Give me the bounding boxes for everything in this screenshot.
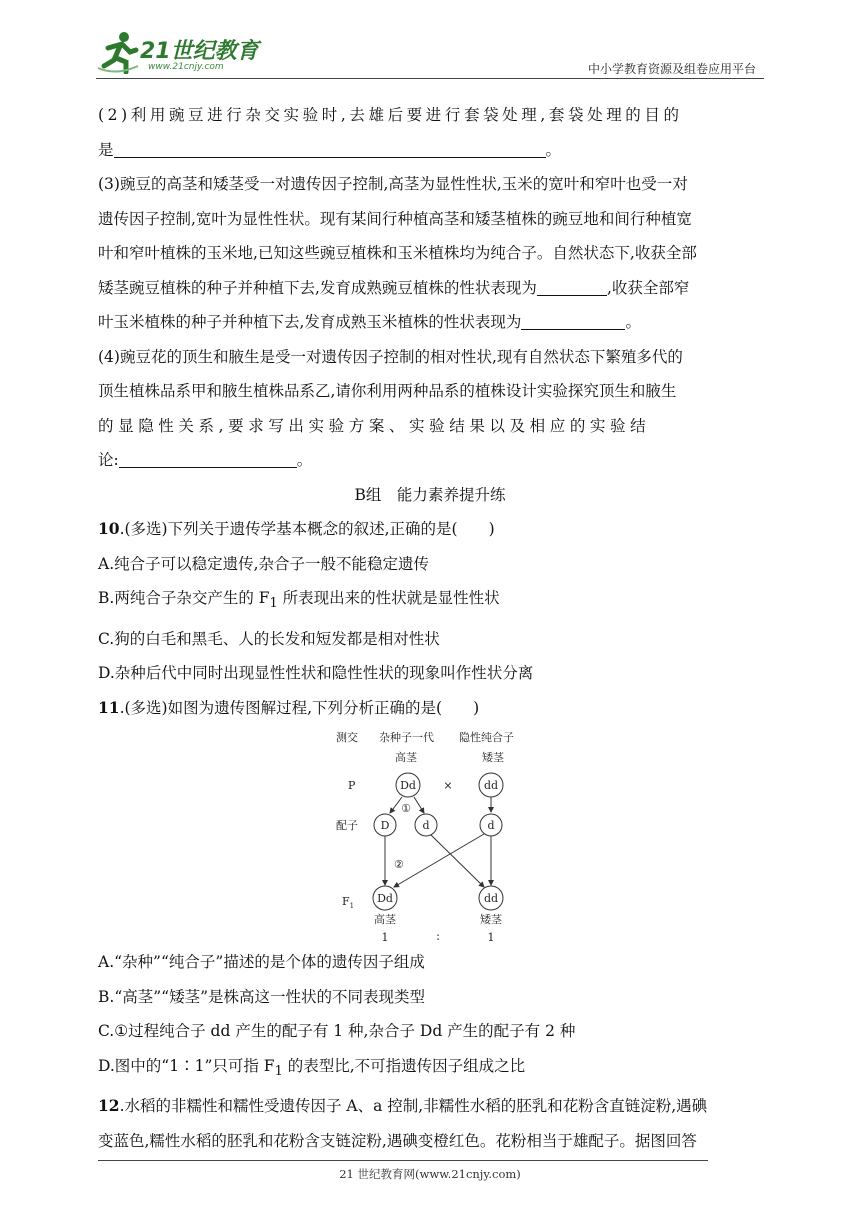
answer-blank bbox=[114, 139, 546, 158]
logo-text: 21世纪教育 bbox=[140, 39, 259, 64]
option-text: D.图中的“1∶1”只可指 F bbox=[98, 1056, 275, 1075]
subscript: 1 bbox=[269, 596, 278, 612]
label-f1: $F_1$ bbox=[342, 895, 355, 911]
question-number: 11 bbox=[98, 697, 120, 717]
label-short: 矮茎 bbox=[482, 751, 504, 765]
main-content bbox=[98, 98, 762, 1158]
q9-part3-text: ,收获全部窄 bbox=[606, 278, 690, 297]
offspring-Dd: Dd bbox=[377, 892, 393, 906]
label-testcross: 测交 bbox=[336, 731, 358, 745]
q10-stem bbox=[98, 512, 762, 547]
q12-line1 bbox=[98, 1089, 762, 1124]
question-stem: .水稻的非糯性和糯性受遗传因子 A、a 控制,非糯性水稻的胚乳和花粉含直链淀粉,遇碘 bbox=[119, 1097, 708, 1116]
answer-blank bbox=[537, 277, 607, 296]
q9-part2-prefix: 是 bbox=[98, 140, 114, 159]
q9-part3-text: 矮茎豌豆植株的种子并种植下去,发育成熟豌豆植株的性状表现为 bbox=[98, 278, 537, 297]
q9-part4-text: 论: bbox=[98, 451, 119, 469]
q9-part3-line1: (3)豌豆的高茎和矮茎受一对遗传因子控制,高茎为显性性状,玉米的宽叶和窄叶也受一对 bbox=[98, 175, 688, 193]
arrow bbox=[414, 797, 424, 813]
q9-part2-end: 。 bbox=[545, 140, 562, 159]
option-text: 所表现出来的性状就是显性性状 bbox=[277, 589, 500, 607]
q9-part4-line4 bbox=[98, 443, 762, 478]
question-number: 12 bbox=[98, 1096, 120, 1116]
footer-divider bbox=[98, 1160, 708, 1161]
cross-symbol: × bbox=[443, 779, 453, 793]
q10-option-b bbox=[98, 581, 762, 622]
offspring-short-label: 矮茎 bbox=[480, 913, 502, 927]
page-footer: 21 世纪教育网(www.21cnjy.com) bbox=[339, 1167, 521, 1181]
ratio-left: 1 bbox=[381, 931, 389, 944]
q11-option-c: C.①过程纯合子 dd 产生的配子有 1 种,杂合子 Dd 产生的配子有 2 种 bbox=[98, 1022, 576, 1041]
q12-line2: 变蓝色,糯性水稻的胚乳和花粉含支链淀粉,遇碘变橙红色。花粉相当于雄配子。据图回答 bbox=[98, 1131, 697, 1150]
label-hybrid: 杂种子一代 bbox=[379, 731, 434, 745]
header-divider bbox=[96, 78, 764, 79]
option-text: 的表型比,不可指遗传因子组成之比 bbox=[282, 1056, 526, 1075]
q9-part3-line2: 遗传因子控制,宽叶为显性性状。现有某间行种植高茎和矮茎植株的豌豆地和间行种植宽 bbox=[98, 209, 692, 228]
q9-part2-line1: (2)利用豌豆进行杂交实验时,去雄后要进行套袋处理,套袋处理的目的 bbox=[98, 106, 683, 124]
section-title: B组 能力素养提升练 bbox=[354, 485, 506, 504]
genetic-diagram bbox=[98, 725, 762, 945]
offspring-dd: dd bbox=[483, 892, 499, 906]
parent-dd: dd bbox=[483, 779, 499, 793]
q11-option-a: A.“杂种”“纯合子”描述的是个体的遗传因子组成 bbox=[98, 953, 425, 972]
ratio-right: 1 bbox=[487, 931, 495, 944]
subscript: 1 bbox=[274, 1063, 283, 1079]
parent-Dd: Dd bbox=[400, 779, 416, 793]
q9-part3-text: 。 bbox=[625, 313, 641, 331]
q9-part4-text: 。 bbox=[296, 451, 313, 469]
q10-option-a: A.纯合子可以稳定遗传,杂合子一般不能稳定遗传 bbox=[98, 554, 430, 573]
option-text: B.两纯合子杂交产生的 F bbox=[98, 589, 270, 607]
step-2-label: ② bbox=[394, 858, 404, 872]
label-gamete: 配子 bbox=[336, 819, 358, 833]
gamete-D: D bbox=[380, 819, 390, 833]
label-tall: 高茎 bbox=[395, 751, 417, 765]
cross-diagram-svg bbox=[324, 725, 534, 943]
q9-part3-line3: 叶和窄叶植株的玉米地,已知这些豌豆植株和玉米植株均为纯合子。自然状态下,收获全部 bbox=[98, 244, 697, 262]
q9-part4-line2: 顶生植株品系甲和腋生植株品系乙,请你利用两种品系的植株设计实验探究顶生和腋生 bbox=[98, 382, 677, 400]
offspring-tall-label: 高茎 bbox=[374, 913, 396, 927]
gamete-d2: d bbox=[487, 819, 495, 833]
platform-name: 中小学教育资源及组卷应用平台 bbox=[587, 62, 756, 76]
q9-part4-line1: (4)豌豆花的顶生和腋生是受一对遗传因子控制的相对性状,现有自然状态下繁殖多代的 bbox=[98, 347, 683, 366]
page-header bbox=[0, 0, 860, 80]
question-number: 10 bbox=[98, 519, 120, 538]
question-stem: .(多选)如图为遗传图解过程,下列分析正确的是( ) bbox=[119, 698, 480, 717]
q9-part3-line4 bbox=[98, 271, 762, 306]
site-logo bbox=[96, 30, 266, 78]
step-1-label: ① bbox=[401, 802, 411, 816]
q11-option-d bbox=[98, 1049, 762, 1090]
gamete-d: d bbox=[422, 819, 430, 833]
q11-stem bbox=[98, 691, 762, 726]
ratio-colon: ∶ bbox=[436, 931, 440, 944]
q10-option-d: D.杂种后代中同时出现显性性状和隐性性状的现象叫作性状分离 bbox=[98, 664, 534, 683]
label-p: P bbox=[348, 779, 356, 793]
question-stem: .(多选)下列关于遗传学基本概念的叙述,正确的是( ) bbox=[119, 520, 495, 538]
runner-logo-icon bbox=[96, 30, 140, 74]
q11-option-b: B.“高茎”“矮茎”是株高这一性状的不同表现类型 bbox=[98, 987, 426, 1006]
arrow bbox=[394, 834, 484, 887]
q9-part3-text: 叶玉米植株的种子并种植下去,发育成熟玉米植株的性状表现为 bbox=[98, 313, 522, 331]
q9-part4-line3: 的显隐性关系,要求写出实验方案、实验结果以及相应的实验结 bbox=[98, 416, 651, 435]
answer-blank bbox=[521, 311, 625, 330]
q9-part3-line5 bbox=[98, 305, 762, 340]
q9-part2-line2 bbox=[98, 133, 762, 168]
q10-option-c: C.狗的白毛和黑毛、人的长发和短发都是相对性状 bbox=[98, 629, 440, 648]
logo-url: www.21cnjy.com bbox=[148, 62, 224, 72]
label-recessive: 隐性纯合子 bbox=[459, 731, 514, 745]
answer-blank bbox=[119, 449, 297, 468]
